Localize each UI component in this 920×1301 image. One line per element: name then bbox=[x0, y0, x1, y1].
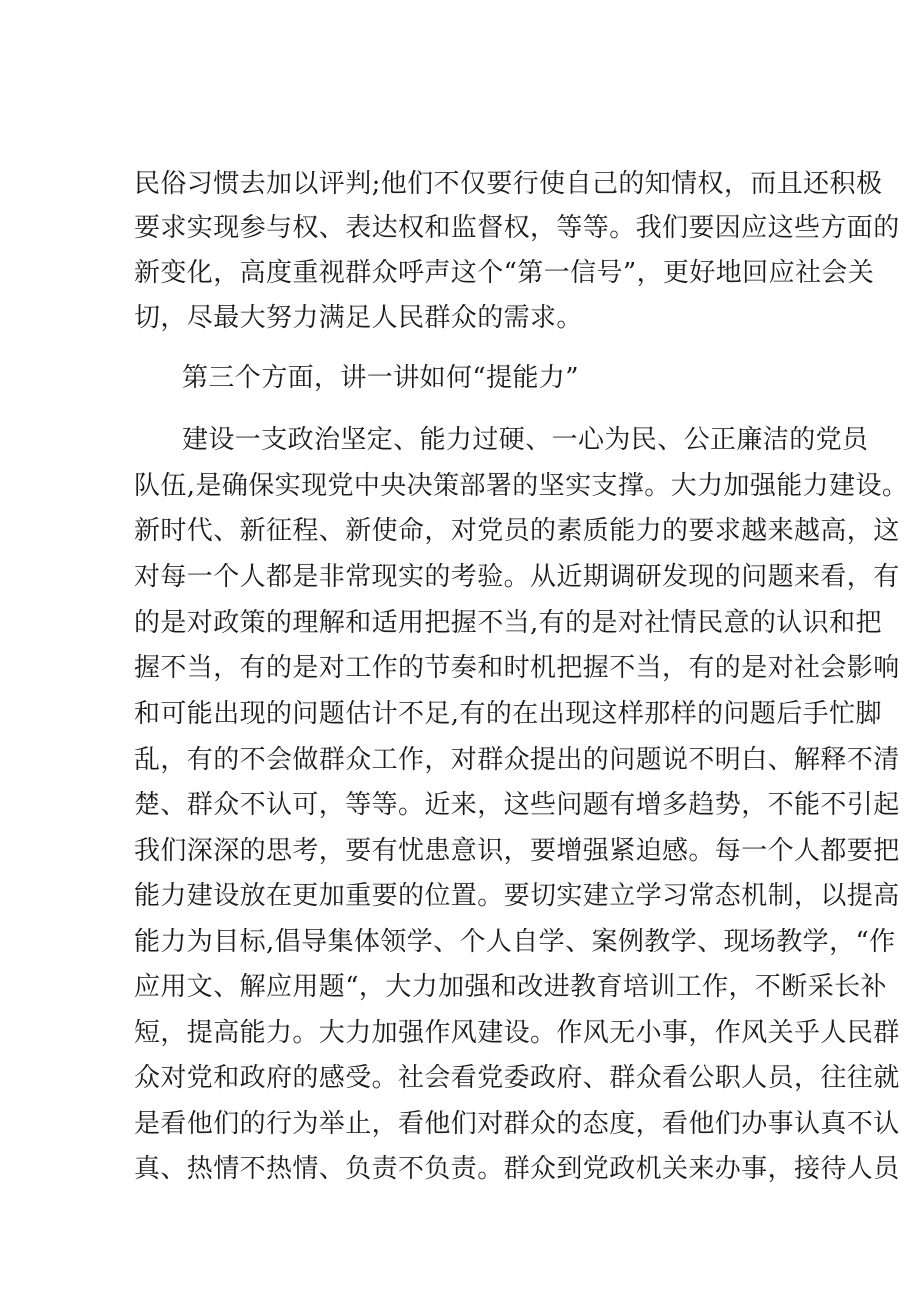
paragraph-line: 握不当，有的是对工作的节奏和时机把握不当，有的是对社会影响 bbox=[134, 653, 900, 683]
paragraph-line: 短，提高能力。大力加强作风建设。作风无小事，作风关乎人民群 bbox=[134, 1018, 900, 1048]
paragraph-line: 应用文、解应用题“，大力加强和改进教育培训工作，不断采长补 bbox=[134, 972, 887, 1002]
paragraph-line: 真、热情不热情、负责不负责。群众到党政机关来办事，接待人员 bbox=[134, 1154, 900, 1184]
paragraph-line: 乱，有的不会做群众工作，对群众提出的问题说不明白、解释不清 bbox=[134, 745, 900, 775]
paragraph-line: 楚、群众不认可，等等。近来，这些问题有增多趋势，不能不引起 bbox=[134, 790, 900, 820]
paragraph-line: 是看他们的行为举止，看他们对群众的态度，看他们办事认真不认 bbox=[134, 1109, 900, 1139]
paragraph-line: 对每一个人都是非常现实的考验。从近期调研发现的问题来看，有 bbox=[134, 562, 900, 592]
paragraph-line: 要求实现参与权、表达权和监督权，等等。我们要因应这些方面的 bbox=[134, 213, 900, 243]
paragraph-line: 新变化，高度重视群众呼声这个“第一信号”，更好地回应社会关 bbox=[134, 258, 875, 288]
paragraph-line: 队伍,是确保实现党中央决策部署的坚实支撑。大力加强能力建设。 bbox=[134, 471, 909, 501]
paragraph-line: 的是对政策的理解和适用把握不当,有的是对社情民意的认识和把 bbox=[134, 608, 882, 638]
paragraph-line: 新时代、新征程、新使命，对党员的素质能力的要求越来越高，这 bbox=[134, 516, 900, 546]
paragraph-line: 能力建设放在更加重要的位置。要切实建立学习常态机制，以提高 bbox=[134, 881, 900, 911]
paragraph-line: 能力为目标,倡导集体领学、个人自学、案例教学、现场教学，“作 bbox=[134, 927, 896, 957]
paragraph-line: 民俗习惯去加以评判;他们不仅要行使自己的知情权，而且还积极 bbox=[134, 169, 883, 199]
section-heading: 第三个方面，讲一讲如何“提能力” bbox=[182, 363, 579, 393]
paragraph-line: 切，尽最大努力满足人民群众的需求。 bbox=[134, 303, 583, 333]
paragraph-line: 我们深深的思考，要有忧患意识，要增强紧迫感。每一个人都要把 bbox=[134, 836, 900, 866]
paragraph-line: 和可能出现的问题估计不足,有的在出现这样那样的问题后手忙脚 bbox=[134, 699, 882, 729]
paragraph-line: 建设一支政治坚定、能力过硬、一心为民、公正廉洁的党员 bbox=[182, 425, 869, 455]
paragraph-line: 众对党和政府的感受。社会看党委政府、群众看公职人员，往往就 bbox=[134, 1063, 900, 1093]
